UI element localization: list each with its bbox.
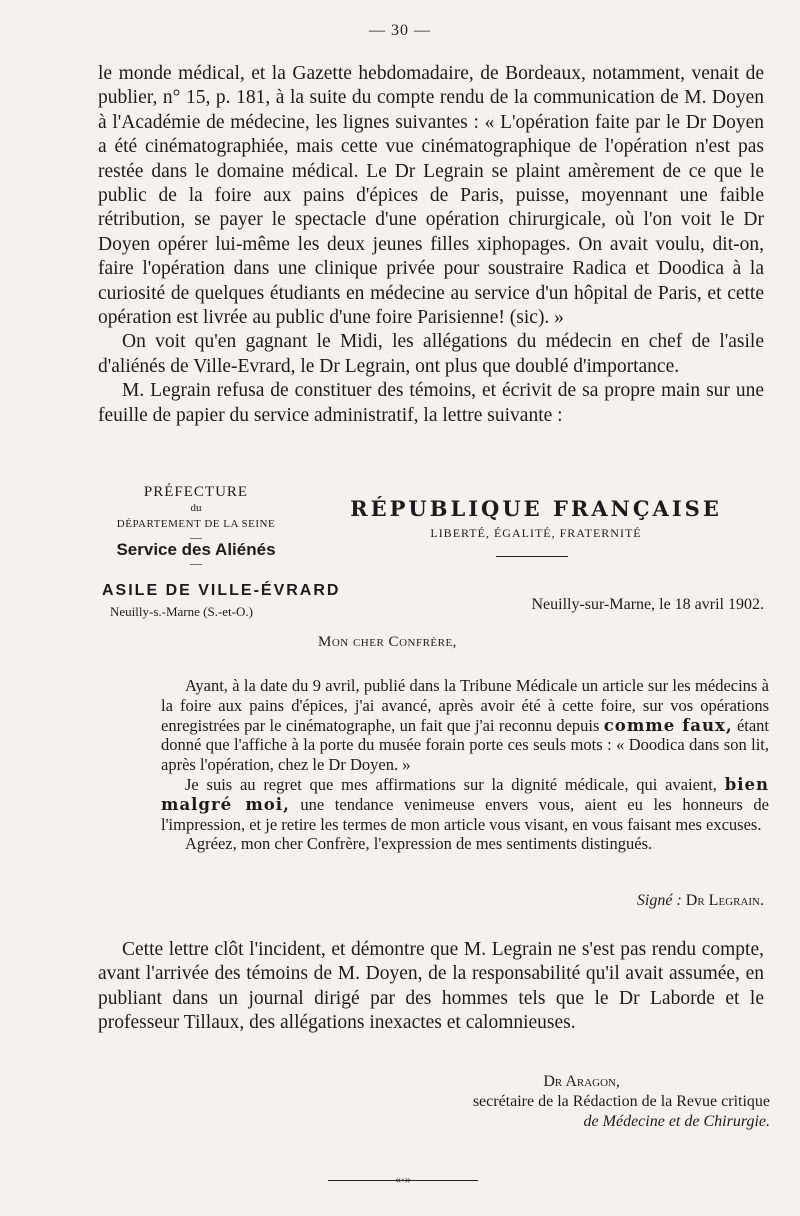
letter-p3: Agréez, mon cher Confrère, l'expression de mes sentiments distingués.	[185, 834, 653, 854]
letter-signature	[500, 892, 764, 910]
letter-p1-emphasis: comme faux,	[603, 715, 733, 735]
service-label: Service des Aliénés	[116, 540, 276, 559]
letter-p2-emphasis: bien malgré moi,	[161, 774, 769, 814]
letterhead-rule	[496, 556, 568, 557]
author-signature	[420, 1072, 770, 1132]
signe-label: Signé :	[636, 892, 682, 909]
prefecture-label: PRÉFECTURE	[143, 484, 249, 500]
intro-paragraph-1: le monde médical, et la Gazette hebdomadaire, de Bordeaux, notamment, venait de publier, n° 15, p. 181, à la suite du compte rendu de la communication de M. Doyen à l'Académie de médecine, les lignes suivantes : « L'opération faite par le Dr Doyen a été cinématographiée, mais cette vue cinématographique de l'opération n'est pas restée dans le domaine médical. Le Dr Legrain se plaint amèrement de ce que le public de la foire aux pains d'épices de Paris, puisse, moyennant une faible rétribution, se payer le spectacle d'une opération chirurgicale, où l'on voit le Dr Doyen opérer lui-même les deux jeunes filles xiphopages. On avait voulu, dit-on, faire l'opération dans une clinique privée pour soustraire Radica et Doodica à la curiosité de quelques étudiants en médecine au service d'un hôpital de Paris, et cette opération est livrée au public d'une foire Parisienne! (sic). »	[98, 63, 764, 329]
intro-paragraph-2: On voit qu'en gagnant le Midi, les allégations du médecin en chef de l'asile d'aliénés de Ville-Evrard, le Dr Legrain, ont plus que doublé d'importance.	[98, 331, 764, 377]
letter-p2-end: une tendance venimeuse envers vous, aient eu les honneurs de l'impression, et je retire les termes de mon article vous visant, en vous faisant mes excuses.	[161, 794, 769, 834]
asile-location: Neuilly-s.-Marne (S.-et-O.)	[110, 604, 253, 619]
intro-text	[98, 62, 764, 428]
letter-p2-start: Je suis au regret que mes affirmations sur la dignité médicale, qui avaient,	[185, 774, 717, 794]
author-name: Dr Aragon,	[543, 1073, 620, 1090]
letterhead-dash-1: —	[190, 530, 202, 544]
intro-paragraph-3: M. Legrain refusa de constituer des témoins, et écrivit de sa propre main sur une feuille de papier du service administratif, la lettre suivante :	[98, 380, 764, 426]
letter-body	[161, 676, 769, 854]
letter-date: Neuilly-sur-Marne, le 18 avril 1902.	[531, 596, 764, 613]
letterhead-left	[96, 484, 296, 568]
departement-label: DÉPARTEMENT DE LA SEINE	[116, 518, 276, 530]
page-number: — 30 —	[369, 22, 431, 39]
conclusion-text	[98, 938, 764, 1036]
author-title-1: secrétaire de la Rédaction de la Revue critique	[472, 1093, 770, 1110]
end-ornament: «·»	[395, 1172, 411, 1186]
letter-p1-end: étant donné que l'affiche à la porte du musée forain porte ces seuls mots : « Doodica dans son lit, après l'opération, chez le Dr Doyen. »	[161, 715, 770, 775]
republique-heading: RÉPUBLIQUE FRANÇAISE	[350, 496, 722, 521]
letter-p1-start: Ayant, à la date du 9 avril, publié dans la Tribune Médicale un article sur les médecins à la foire aux pains d'épices, j'ai avancé, après avoir été à cette foire, sur vos opérations enregistrées par le cinématographe, un fait que j'ai reconnu depuis	[161, 676, 769, 735]
author-title-2: de Médecine et de Chirurgie.	[583, 1113, 770, 1130]
signe-name: Dr Legrain.	[685, 892, 764, 909]
conclusion-paragraph: Cette lettre clôt l'incident, et démontre que M. Legrain ne s'est pas rendu compte, avant l'arrivée des témoins de M. Doyen, de la responsabilité qu'il avait assumée, en publiant dans un journal dirigé par des hommes tels que le Dr Laborde et le professeur Tillaux, des allégations inexactes et calomnieuses.	[98, 939, 764, 1034]
letterhead-dash-2: —	[190, 556, 202, 570]
du-label: du	[190, 502, 202, 514]
letter-salutation: Mon cher Confrère,	[318, 634, 457, 650]
devise: LIBERTÉ, ÉGALITÉ, FRATERNITÉ	[430, 526, 642, 540]
asile-label: ASILE DE VILLE-ÉVRARD	[102, 582, 341, 599]
